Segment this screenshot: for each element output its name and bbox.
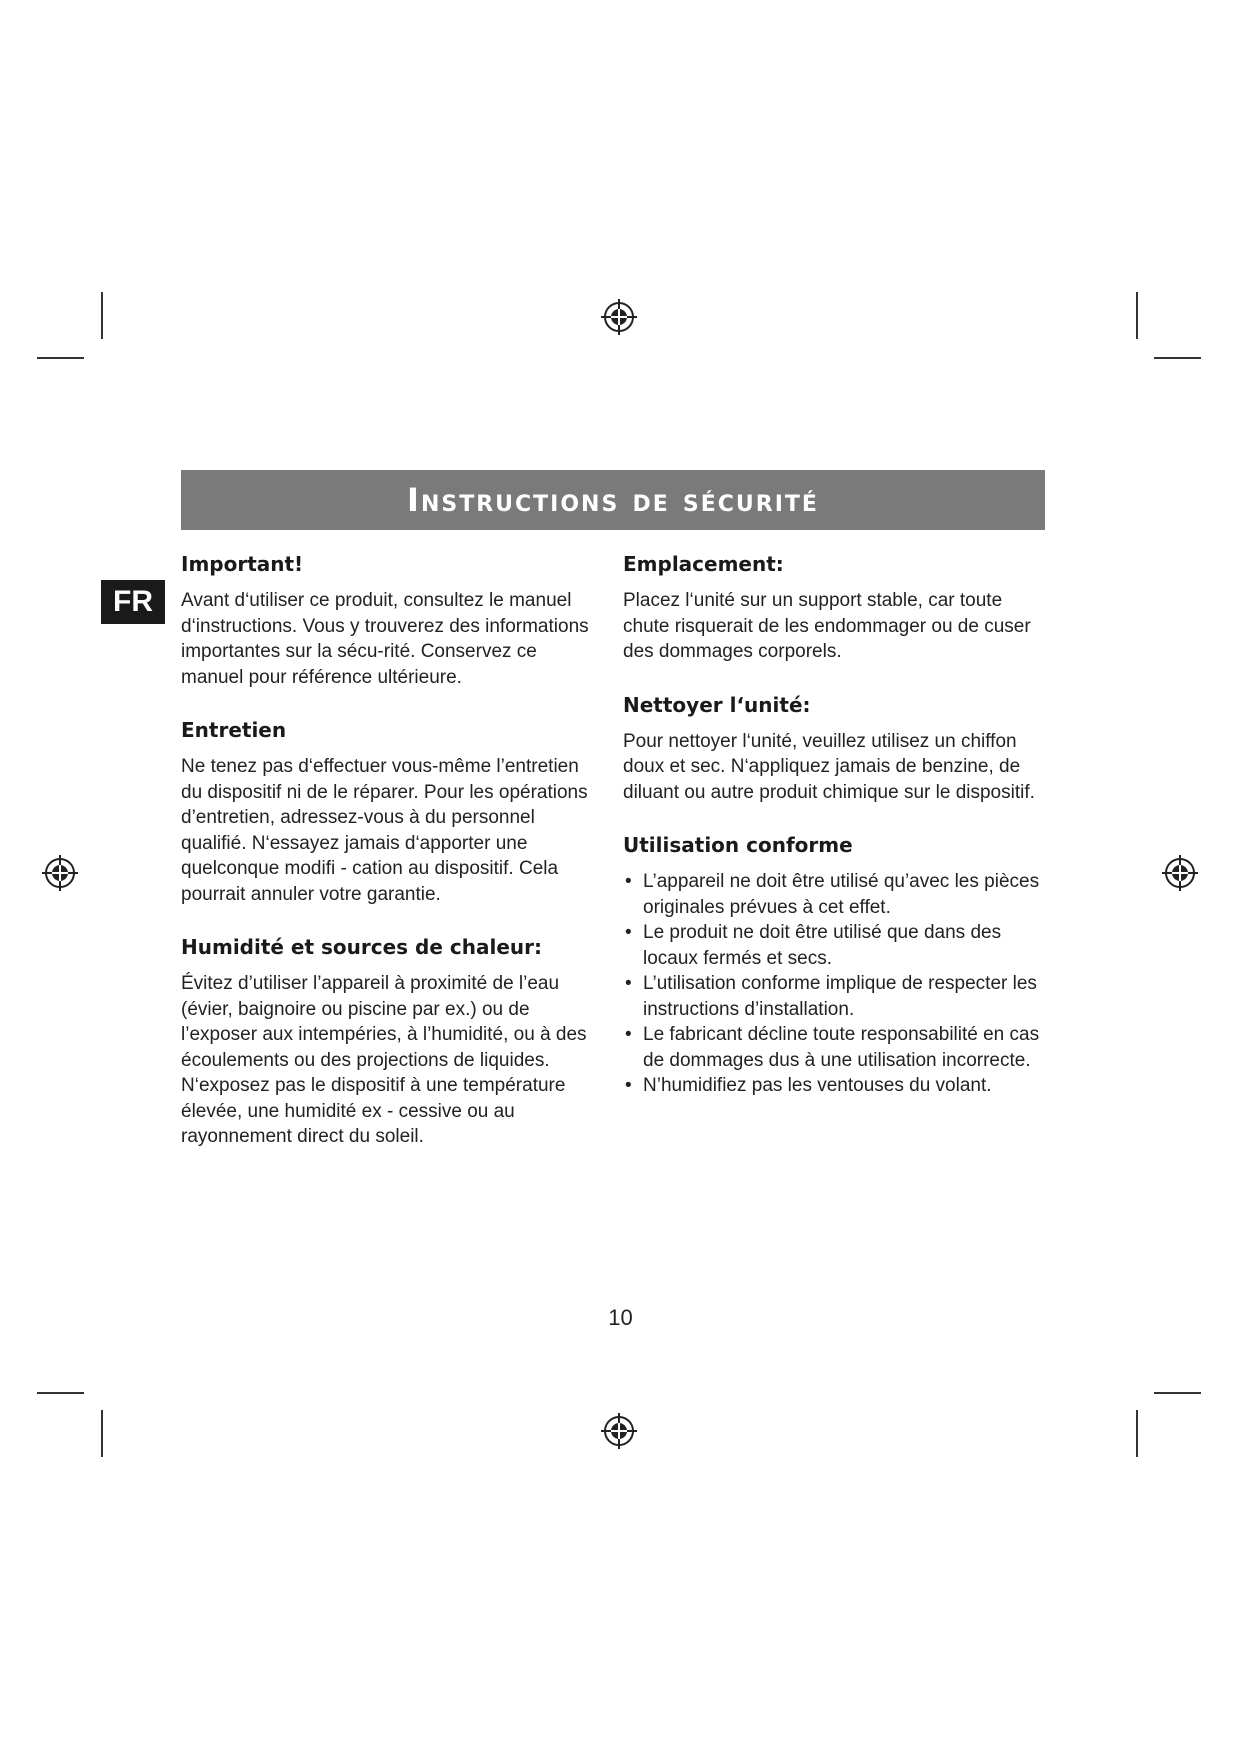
section-title: Nettoyer l‘unité: [623,692,811,717]
registration-mark-icon [40,853,80,893]
right-column [623,552,1043,1127]
section-humidity [181,935,601,1150]
list-item: • Le fabricant décline toute responsabilité en cas de dommages dus à une utilisation incorrecte. [623,1022,1043,1073]
section-maintenance [181,718,601,907]
crop-mark-top-left-horizontal [37,357,84,359]
crop-mark-top-right-horizontal [1154,357,1201,359]
section-important [181,552,601,690]
section-text: Pour nettoyer l‘unité, veuillez utilisez un chiffon doux et sec. N‘appliquez jamais de benzine, de diluant ou autre produit chimique sur le dispositif. [623,730,1035,803]
crop-mark-top-left-vertical [101,292,103,339]
section-header [181,470,1045,530]
usage-list [623,869,1043,1099]
section-title: Important! [181,552,304,576]
section-title: Humidité et sources de chaleur: [181,935,543,959]
crop-mark-bottom-left-vertical [101,1410,103,1457]
crop-mark-bottom-right-horizontal [1154,1392,1201,1394]
list-item: • L’utilisation conforme implique de respecter les instructions d’installation. [623,971,1043,1022]
section-text: Ne tenez pas d‘effectuer vous-même l’entretien du dispositif ni de le réparer. Pour les opérations d’entretien, adressez-vous à du personnel qualifié. N‘essayez jamais d‘apporter une quelconque modifi - cation au dispositif. Cela pourrait annuler votre garantie. [181,756,588,905]
section-text: Évitez d’utiliser l’appareil à proximité de l’eau (évier, baignoire ou piscine par ex.) ou de l’exposer aux intempéries, à l’humidité, ou à des écoulements ou des projections de liquides. N‘exposez pas le dispositif à une température élevée, une humidité ex - cessive ou au rayonnement direct du soleil. [181,973,587,1147]
registration-mark-icon [1160,853,1200,893]
section-text: Placez l‘unité sur un support stable, car toute chute risquerait de les endommager ou de cuser des dommages corporels. [623,590,1031,662]
section-title: Utilisation conforme [623,833,853,857]
list-item: • N’humidifiez pas les ventouses du volant. [623,1073,1043,1099]
crop-mark-top-right-vertical [1136,292,1138,339]
section-title: Entretien [181,718,287,742]
section-title: Emplacement: [623,552,784,576]
language-tab: FR [101,580,165,624]
section-text: Avant d‘utiliser ce produit, consultez le manuel d‘instructions. Vous y trouverez des informations importantes sur la sécu-rité. Conservez ce manuel pour référence ultérieure. [181,590,589,688]
list-item: • Le produit ne doit être utilisé que dans des locaux fermés et secs. [623,920,1043,971]
section-placement [623,552,1043,665]
section-cleaning [623,693,1043,806]
page-number: 10 [608,1305,633,1330]
registration-mark-icon [599,1411,639,1451]
section-intended-use [623,833,1043,1099]
page-title: Instructions de sécurité [407,481,819,519]
list-item: • L’appareil ne doit être utilisé qu’avec les pièces originales prévues à cet effet. [623,869,1043,920]
registration-mark-icon [599,297,639,337]
left-column [181,552,601,1178]
crop-mark-bottom-right-vertical [1136,1410,1138,1457]
crop-mark-bottom-left-horizontal [37,1392,84,1394]
